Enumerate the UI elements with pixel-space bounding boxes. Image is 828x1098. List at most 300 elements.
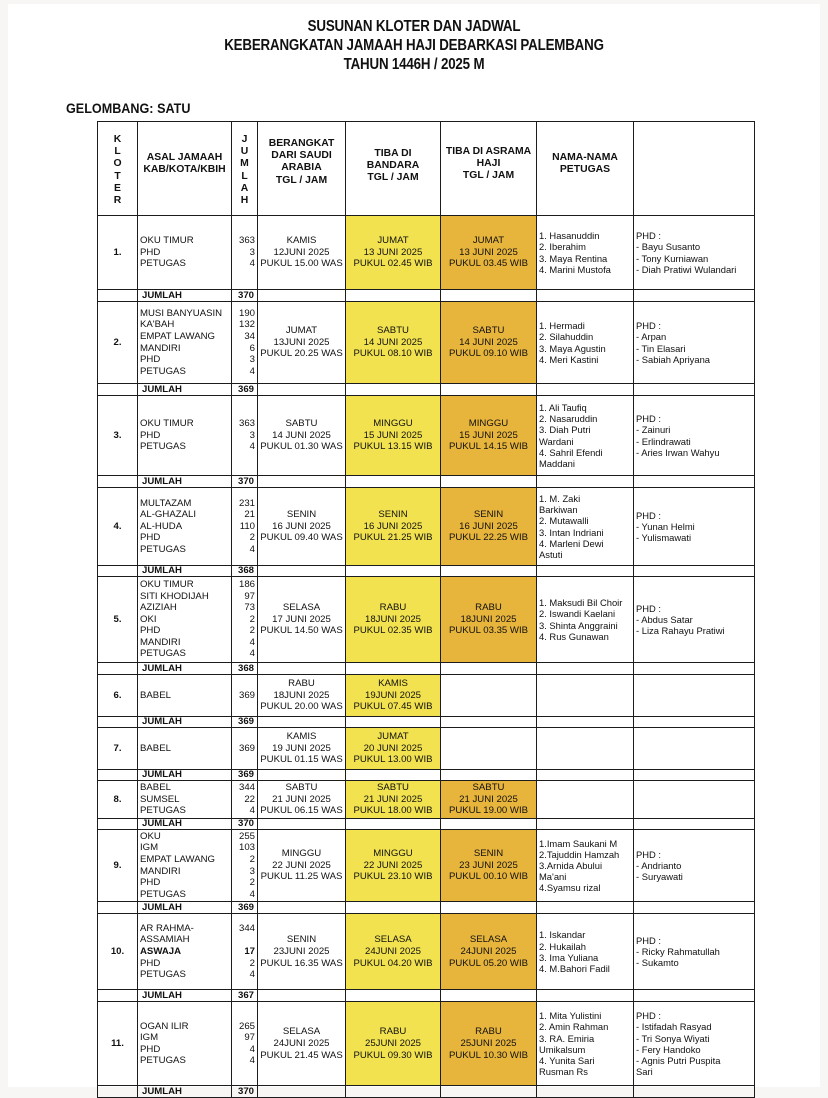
jumlah-line: 344 [238,782,255,793]
asal-jamaah-line: PHD [140,957,161,969]
petugas-line: Umikalsum [539,1043,586,1055]
asal-jamaah-line: OKU [140,830,161,842]
jumlah-total-value: 370 [232,290,258,302]
asal-jamaah-line: PETUGAS [140,888,186,900]
tiba-bandara-line: 14 JUNI 2025 [363,336,423,348]
sum-empty-cell [537,902,634,914]
jumlah-line: 4 [249,258,255,270]
berangkat-line: 22 JUNI 2025 [272,859,331,871]
tiba-bandara-line: 25JUNI 2025 [365,1038,421,1050]
sum-empty-cell [258,476,346,488]
jumlah-line: 17 [244,946,255,958]
asal-jamaah-line: MANDIRI [140,636,181,648]
header-jumlah-line: A [240,182,249,194]
jumlah-cell [232,216,258,290]
sum-empty-cell [346,384,441,396]
tiba-asrama-cell [441,488,537,566]
asal-jamaah-line: BABEL [140,742,171,754]
asal-jamaah-cell [138,396,232,476]
sum-empty-cell [634,1086,755,1098]
sum-empty-cell [537,566,634,577]
document-title-line-3: TAHUN 1446H / 2025 M [343,56,485,73]
jumlah-label: JUMLAH [138,566,232,577]
jumlah-line: 3 [249,865,255,877]
sum-empty-cell [537,818,634,829]
tiba-bandara-line: PUKUL 04.20 WIB [353,957,433,969]
tiba-bandara-cell [346,577,441,663]
phd-line: - Tin Elasari [636,342,686,354]
tiba-asrama-cell [441,216,537,290]
asal-jamaah-line: BABEL [140,782,171,793]
tiba-asrama-line: JUMAT [472,235,505,247]
header-jumlah [232,122,258,216]
header-kloter-line: E [114,182,121,194]
header-jumlah-line: J [241,134,248,145]
header-berangkat-line: BERANGKAT [268,138,335,149]
berangkat-line: KAMIS [286,731,317,743]
sum-empty-cell [98,663,138,675]
sum-empty-cell [98,990,138,1002]
tiba-bandara-cell [346,829,441,902]
kloter-number: 6. [98,675,138,717]
tiba-asrama-line: 18JUNI 2025 [460,613,517,625]
tiba-bandara-line: SELASA [374,934,412,946]
petugas-line: 1. Maksudi Bil Choir [539,597,623,609]
phd-line: - Yulismawati [636,532,692,544]
table-header-row [98,122,755,216]
phd-cell [634,829,755,902]
tiba-asrama-line: 15 JUNI 2025 [459,429,518,441]
jumlah-total-value: 369 [232,384,258,396]
jumlah-total-row [98,384,755,396]
tiba-bandara-line: PUKUL 02.45 WIB [353,258,433,270]
sum-empty-cell [441,663,537,675]
header-asal-jamaah [138,122,232,216]
kloter-number: 7. [98,728,138,770]
asal-jamaah-line: AZIZIAH [140,602,177,614]
phd-line: - Erlindrawati [636,435,691,447]
phd-line: - Istifadah Rasyad [636,1021,712,1033]
phd-cell [634,1002,755,1086]
jumlah-line: 97 [244,1032,255,1044]
berangkat-line: SELASA [282,602,321,614]
tiba-asrama-line: PUKUL 10.30 WIB [448,1049,529,1061]
tiba-bandara-cell [346,216,441,290]
sum-empty-cell [346,290,441,302]
berangkat-line: JUMAT [285,325,318,337]
asal-jamaah-line: OKU TIMUR [140,235,194,247]
phd-line: - Tri Sonya Wiyati [636,1032,710,1044]
tiba-bandara-line: 18JUNI 2025 [365,613,421,625]
tiba-bandara-line: SENIN [378,509,408,521]
tiba-bandara-line: JUMAT [377,731,409,743]
phd-cell [634,488,755,566]
berangkat-cell [258,1002,346,1086]
asal-jamaah-line: IGM [140,1032,159,1044]
phd-line: Sari [636,1066,653,1078]
asal-jamaah-line: ASSAMIAH [140,934,190,946]
kloter-row [98,829,755,902]
phd-cell [634,781,755,819]
berangkat-line: 13JUNI 2025 [273,336,330,348]
kloter-number: 9. [98,829,138,902]
phd-line: - Diah Pratiwi Wulandari [636,263,737,275]
berangkat-line: PUKUL 20.25 WAS [260,348,343,360]
sum-empty-cell [441,384,537,396]
header-petugas-line: NAMA-NAMA [552,152,618,163]
phd-line: - Bayu Susanto [636,241,701,253]
kloter-row [98,216,755,290]
asal-jamaah-line: AR RAHMA- [140,922,194,934]
tiba-bandara-cell [346,781,441,819]
berangkat-cell [258,216,346,290]
asal-jamaah-line: ASWAJA [140,946,182,958]
jumlah-label: JUMLAH [138,990,232,1002]
sum-empty-cell [98,566,138,577]
tiba-bandara-line: JUMAT [377,235,409,247]
phd-line: PHD : [636,602,662,614]
tiba-bandara-line: SABTU [377,782,409,793]
phd-cell [634,216,755,290]
berangkat-line: PUKUL 15.00 WAS [260,258,343,270]
schedule-table [97,121,755,1098]
phd-line: - Agnis Putri Puspita [636,1055,721,1067]
jumlah-total-value: 369 [232,770,258,781]
sum-empty-cell [258,818,346,829]
berangkat-line: 23JUNI 2025 [273,946,330,958]
sum-empty-cell [98,384,138,396]
sum-empty-cell [258,1086,346,1098]
berangkat-line: SENIN [286,934,317,946]
jumlah-line: 34 [244,330,255,342]
sum-empty-cell [634,663,755,675]
petugas-line: 1. Iskandar [539,929,586,941]
phd-line: - Yunan Helmi [636,520,695,532]
sum-empty-cell [634,384,755,396]
petugas-line: Ma'ani [539,871,567,883]
kloter-row [98,577,755,663]
tiba-bandara-line: MINGGU [373,848,413,860]
petugas-line: 2. Nasaruddin [539,413,598,425]
sum-empty-cell [537,476,634,488]
sum-empty-cell [346,476,441,488]
header-jumlah-line: H [240,195,249,207]
phd-line: PHD : [636,935,662,947]
jumlah-line: 344 [238,922,255,934]
jumlah-label: JUMLAH [138,818,232,829]
jumlah-total-row [98,663,755,675]
asal-jamaah-line: PHD [140,1043,161,1055]
kloter-row [98,914,755,990]
asal-jamaah-line: EMPAT LAWANG [140,853,215,865]
phd-cell [634,577,755,663]
kloter-number: 1. [98,216,138,290]
tiba-bandara-line: PUKUL 09.30 WIB [353,1049,433,1061]
tiba-asrama-line: SABTU [472,325,505,337]
sum-empty-cell [634,818,755,829]
sum-empty-cell [634,290,755,302]
phd-line: PHD : [636,509,662,521]
petugas-cell [537,216,634,290]
header-asal-line: KAB/KOTA/KBIH [143,164,226,176]
asal-jamaah-cell [138,728,232,770]
kloter-row [98,675,755,717]
tiba-asrama-line: SABTU [472,782,505,793]
tiba-asrama-cell [441,728,537,770]
petugas-line: 2. Mutawalli [539,515,589,527]
sum-empty-cell [537,770,634,781]
petugas-line: Rusman Rs [539,1066,588,1078]
sum-empty-cell [634,902,755,914]
phd-line: PHD : [636,413,662,425]
berangkat-line: PUKUL 01.15 WAS [260,754,343,766]
petugas-line: 3. Maya Rentina [539,252,608,264]
kloter-row [98,781,755,819]
kloter-number: 8. [98,781,138,819]
asal-jamaah-line: OKU TIMUR [140,418,194,430]
petugas-line: 1. Hasanuddin [539,230,600,242]
jumlah-cell [232,488,258,566]
berangkat-line: 19 JUNI 2025 [272,742,331,754]
tiba-bandara-line: 21 JUNI 2025 [363,793,423,805]
tiba-asrama-cell [441,675,537,717]
phd-line: - Andrianto [636,859,682,871]
kloter-number: 11. [98,1002,138,1086]
petugas-line: 2. Silahuddin [539,331,594,343]
jumlah-total-row [98,902,755,914]
jumlah-total-row [98,990,755,1002]
sum-empty-cell [537,1086,634,1098]
sum-empty-cell [634,990,755,1002]
header-berangkat-line: ARABIA [281,162,322,174]
jumlah-label: JUMLAH [138,663,232,675]
header-asal-line: ASAL JAMAAH [146,152,223,163]
petugas-cell [537,1002,634,1086]
jumlah-label: JUMLAH [138,1086,232,1098]
sum-empty-cell [634,566,755,577]
asal-jamaah-line: AL-HUDA [140,520,183,532]
tiba-bandara-line: 20 JUNI 2025 [363,742,423,754]
kloter-number: 10. [98,914,138,990]
tiba-bandara-line: PUKUL 13.00 WIB [353,754,433,766]
tiba-bandara-line: PUKUL 02.35 WIB [353,625,433,637]
tiba-bandara-line: PUKUL 23.10 WIB [353,871,433,883]
header-tiba-asrama-line: HAJI [476,158,501,170]
petugas-cell [537,577,634,663]
petugas-line: 1.Imam Saukani M [539,837,618,849]
asal-jamaah-cell [138,488,232,566]
tiba-asrama-line: 25JUNI 2025 [460,1038,517,1050]
kloter-row [98,1002,755,1086]
petugas-line: 3. Ima Yuliana [539,951,599,963]
sum-empty-cell [441,290,537,302]
petugas-line: Barkiwan [539,504,578,516]
phd-cell [634,302,755,384]
jumlah-total-value: 367 [232,990,258,1002]
jumlah-line: 4 [249,543,255,555]
sum-empty-cell [98,717,138,728]
sum-empty-cell [258,566,346,577]
asal-jamaah-line: MUSI BANYUASIN [140,307,223,319]
sum-empty-cell [258,384,346,396]
asal-jamaah-line: BABEL [140,689,171,701]
petugas-line: 1. M. Zaki [539,492,581,504]
petugas-cell [537,781,634,819]
asal-jamaah-line: IGM [140,842,159,854]
tiba-asrama-line: PUKUL 22.25 WIB [448,532,529,544]
petugas-line: 2. Iberahim [539,241,586,253]
asal-jamaah-cell [138,302,232,384]
tiba-bandara-line: KAMIS [378,678,408,690]
tiba-bandara-cell [346,914,441,990]
phd-cell [634,728,755,770]
tiba-asrama-line: RABU [475,602,502,614]
petugas-cell [537,396,634,476]
header-berangkat-line: TGL / JAM [275,174,328,186]
jumlah-line: 6 [249,342,255,354]
tiba-asrama-line: PUKUL 03.35 WIB [448,625,529,637]
header-tiba-bandara-line: TIBA DI [374,148,412,159]
tiba-bandara-line: PUKUL 21.25 WIB [353,532,433,544]
petugas-line: 4. Marini Mustofa [539,263,611,275]
tiba-bandara-cell [346,488,441,566]
header-phd [634,122,755,216]
asal-jamaah-line: MANDIRI [140,342,181,354]
petugas-line: 4. M.Bahori Fadil [539,963,610,975]
berangkat-line: PUKUL 16.35 WAS [260,957,343,969]
petugas-cell [537,488,634,566]
asal-jamaah-line: PETUGAS [140,543,186,555]
jumlah-cell [232,728,258,770]
sum-empty-cell [537,384,634,396]
tiba-bandara-line: 15 JUNI 2025 [363,429,423,441]
tiba-asrama-line: 21 JUNI 2025 [459,793,518,805]
petugas-line: 3. Maya Agustin [539,342,606,354]
jumlah-total-row [98,290,755,302]
header-berangkat [258,122,346,216]
jumlah-cell [232,781,258,819]
asal-jamaah-cell [138,914,232,990]
jumlah-cell [232,396,258,476]
berangkat-line: PUKUL 06.15 WAS [260,805,343,817]
jumlah-total-value: 368 [232,566,258,577]
gelombang-label-text: GELOMBANG: [66,100,154,116]
sum-empty-cell [98,902,138,914]
asal-jamaah-line: OKU TIMUR [140,578,194,590]
petugas-line: 3. Intan Indriani [539,526,604,538]
tiba-bandara-line: 24JUNI 2025 [365,946,421,958]
sum-empty-cell [98,1086,138,1098]
petugas-cell [537,914,634,990]
phd-line: - Tony Kurniawan [636,252,709,264]
phd-line: - Ricky Rahmatullah [636,946,720,958]
asal-jamaah-line: SUMSEL [140,793,180,805]
sum-empty-cell [346,818,441,829]
jumlah-line: 21 [244,509,255,521]
jumlah-total-row [98,476,755,488]
jumlah-label: JUMLAH [138,290,232,302]
asal-jamaah-line: MULTAZAM [140,497,192,509]
jumlah-line: 190 [238,307,255,319]
jumlah-line: 369 [238,689,255,701]
sum-empty-cell [346,990,441,1002]
tiba-bandara-line: RABU [379,602,407,614]
berangkat-line: RABU [288,678,315,690]
petugas-line: 3. RA. Emiria [539,1032,595,1044]
petugas-line: 4. Marleni Dewi [539,537,604,549]
document-title-line-1: SUSUNAN KLOTER DAN JADWAL [307,18,521,35]
phd-line: - Aries Irwan Wahyu [636,446,720,458]
jumlah-line: 2 [249,853,255,865]
tiba-asrama-line: 13 JUNI 2025 [459,246,518,258]
jumlah-line: 2 [249,625,255,637]
kloter-number: 4. [98,488,138,566]
jumlah-total-value: 370 [232,1086,258,1098]
petugas-line: 4. Meri Kastini [539,353,599,365]
berangkat-line: SABTU [285,418,318,430]
berangkat-line: SENIN [286,509,317,521]
berangkat-line: MINGGU [281,848,322,860]
jumlah-total-row [98,818,755,829]
header-jumlah-line: M [240,158,249,170]
asal-jamaah-line: PETUGAS [140,441,186,453]
petugas-line: 2. Hukailah [539,940,586,952]
jumlah-line: 4 [249,805,255,817]
jumlah-cell [232,829,258,902]
tiba-asrama-line: PUKUL 19.00 WIB [448,805,529,817]
tiba-bandara-line: PUKUL 07.45 WIB [353,701,433,713]
tiba-asrama-line: PUKUL 14.15 WIB [448,441,529,453]
tiba-asrama-cell [441,396,537,476]
berangkat-line: 24JUNI 2025 [273,1038,330,1050]
phd-line: PHD : [636,1010,662,1022]
jumlah-line: 2 [249,613,255,625]
sum-empty-cell [634,717,755,728]
phd-line: - Arpan [636,331,667,343]
jumlah-line: 363 [238,235,255,247]
schedule-table-body [98,216,755,1098]
jumlah-cell [232,1002,258,1086]
kloter-row [98,396,755,476]
berangkat-line: SELASA [282,1026,321,1038]
tiba-bandara-line: RABU [379,1026,407,1038]
sum-empty-cell [98,476,138,488]
sum-empty-cell [441,990,537,1002]
asal-jamaah-line: PHD [140,354,161,366]
jumlah-line: 22 [244,793,255,805]
petugas-line: 4. Yunita Sari [539,1055,595,1067]
berangkat-cell [258,396,346,476]
berangkat-line: PUKUL 20.00 WAS [260,701,343,713]
jumlah-line [234,934,255,946]
header-kloter-line: K [113,134,122,145]
tiba-asrama-line: 14 JUNI 2025 [459,336,518,348]
sum-empty-cell [258,290,346,302]
jumlah-line: 186 [238,578,255,590]
jumlah-line: 4 [249,1043,255,1055]
asal-jamaah-cell [138,216,232,290]
sum-empty-cell [537,290,634,302]
header-petugas-line: PETUGAS [559,164,611,176]
tiba-asrama-line: PUKUL 09.10 WIB [448,348,529,360]
berangkat-line: KAMIS [286,235,317,247]
sum-empty-cell [346,1086,441,1098]
phd-line: - Zainuri [636,424,671,436]
tiba-asrama-line: MINGGU [468,418,509,430]
petugas-line: 3.Arnida Abului [539,859,603,871]
petugas-line: 2. Amin Rahman [539,1021,609,1033]
tiba-asrama-line: PUKUL 05.20 WIB [448,957,529,969]
